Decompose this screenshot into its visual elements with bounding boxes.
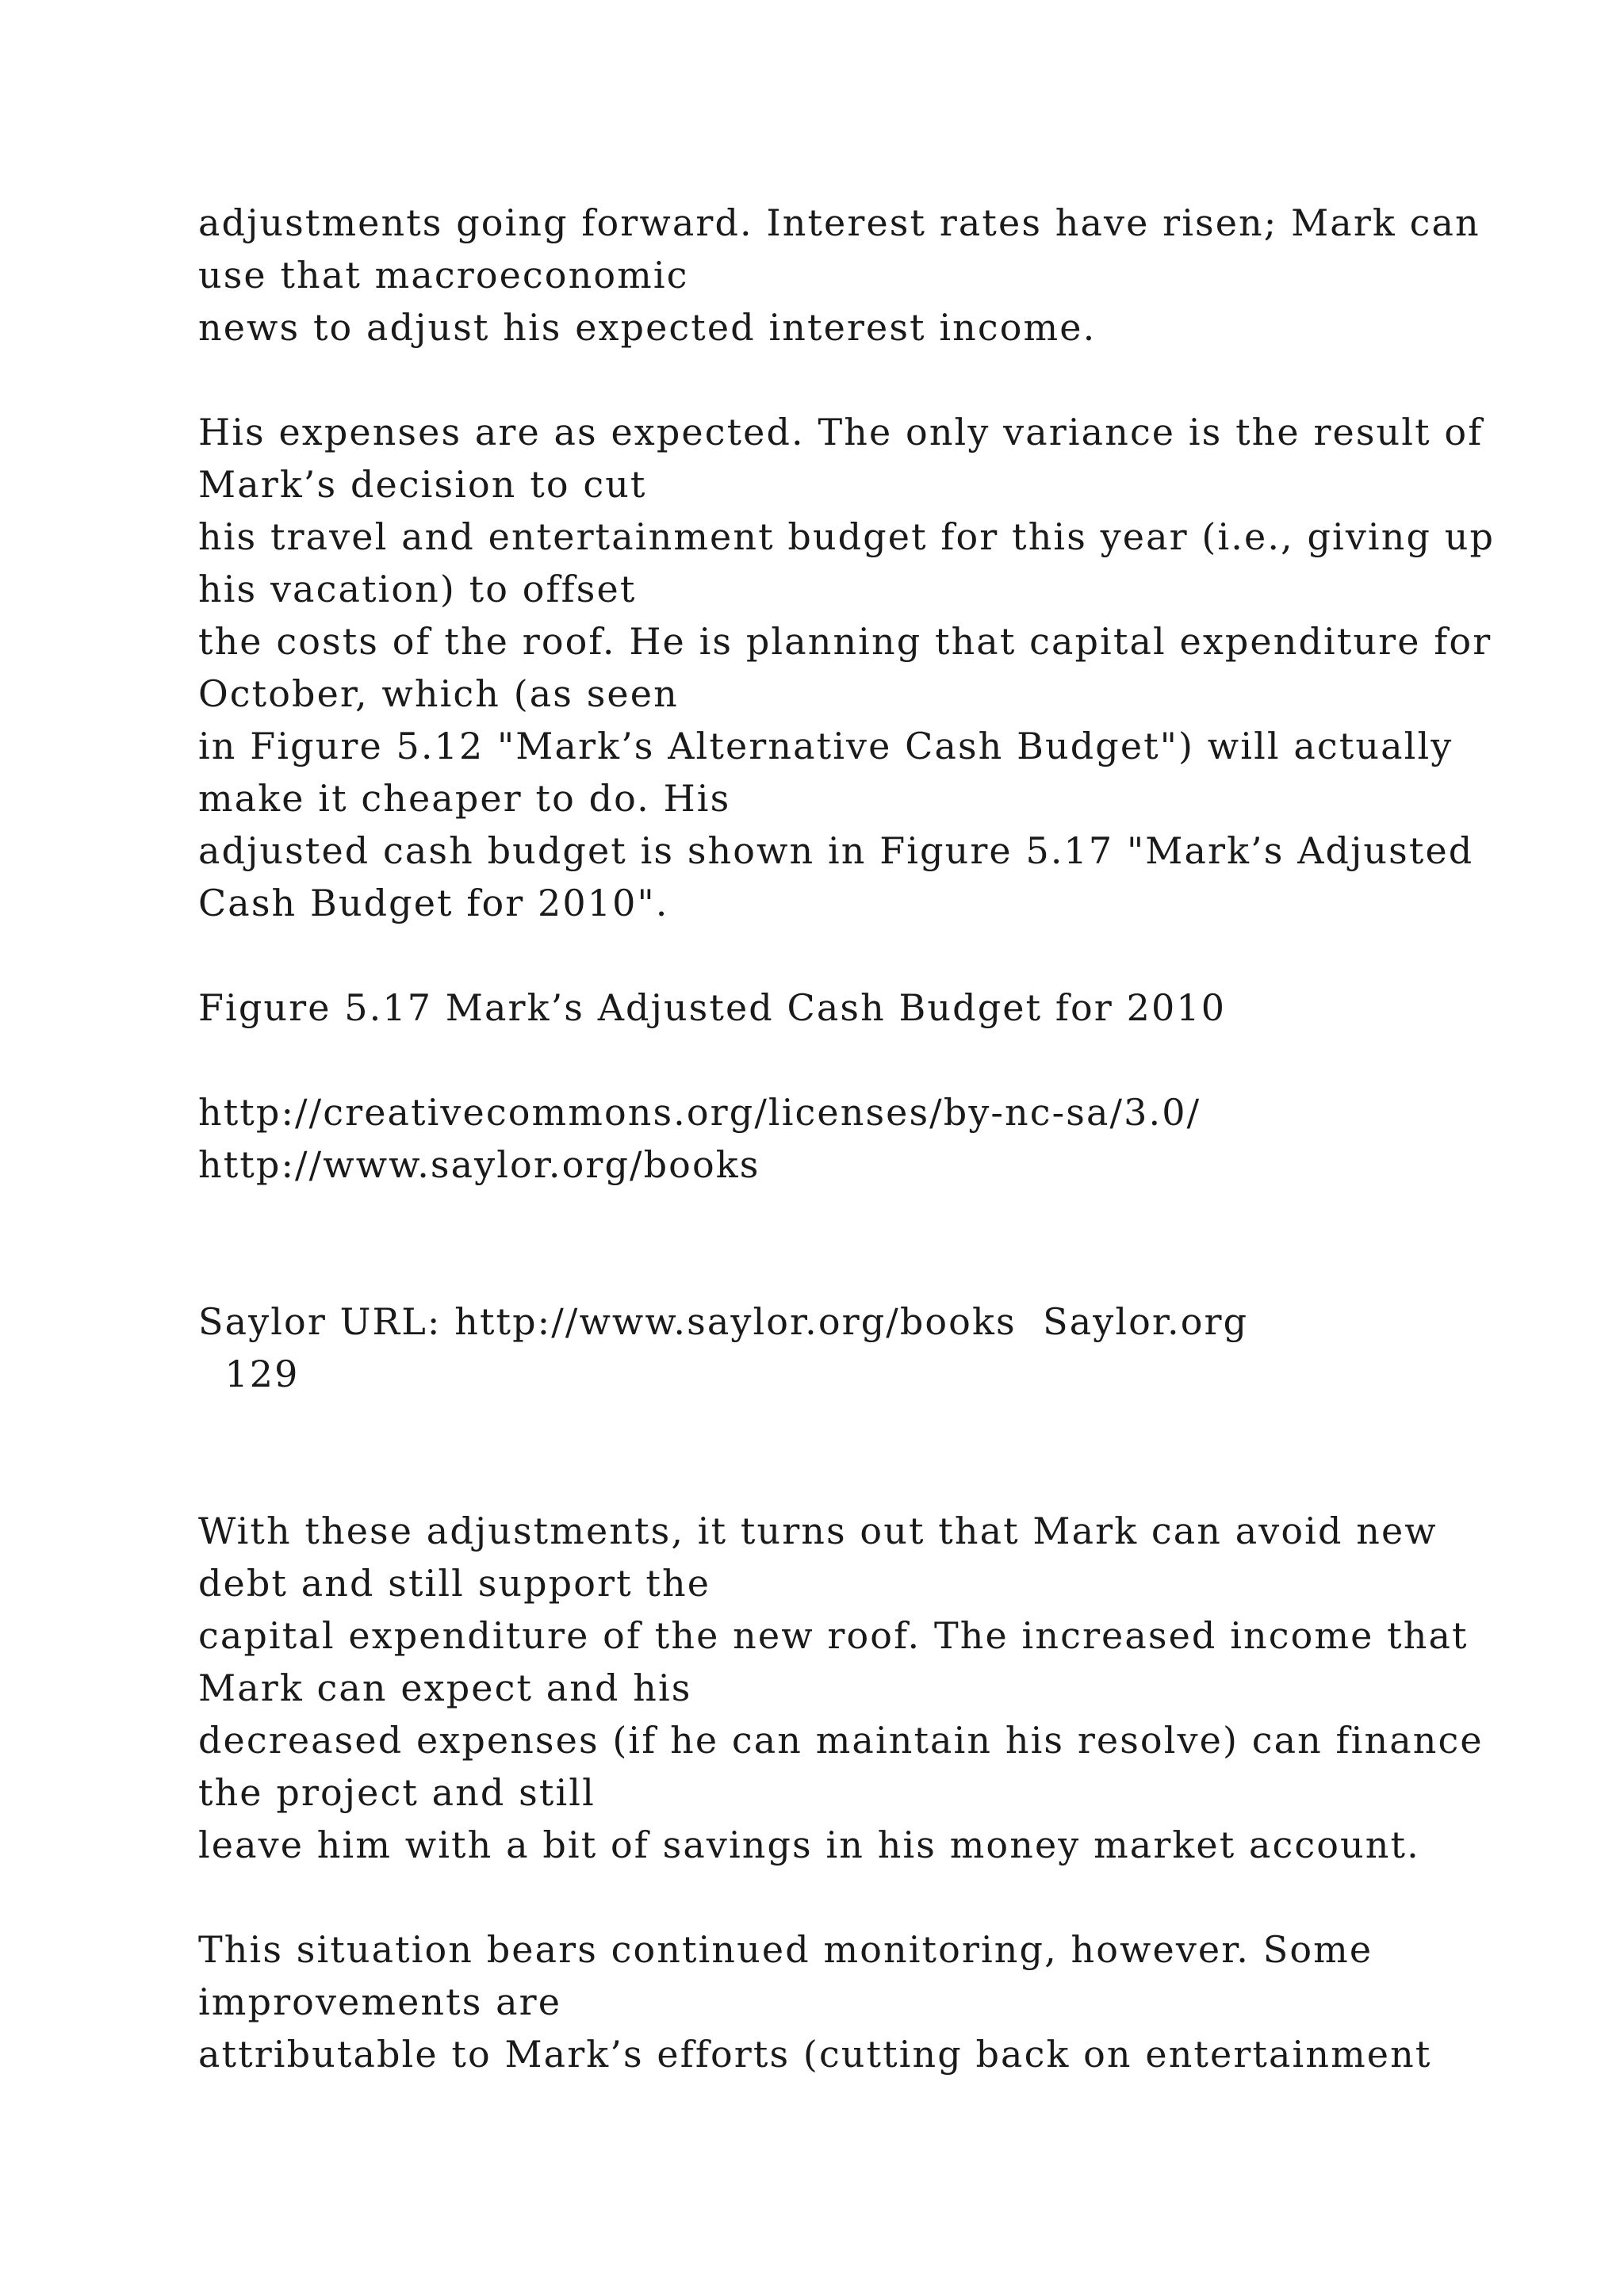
page-number: 129 [198, 1353, 300, 1395]
text-line: the project and still [198, 1771, 596, 1814]
text-line: adjusted cash budget is shown in Figure 5.17 "Mark’s Adjusted [198, 829, 1474, 872]
text-line: His expenses are as expected. The only variance is the result of [198, 411, 1484, 453]
text-line: his travel and entertainment budget for this year (i.e., giving up [198, 515, 1496, 558]
page-footer: Saylor URL: http://www.saylor.org/books Saylor.org [198, 1300, 1249, 1343]
text-line: in Figure 5.12 "Mark’s Alternative Cash Budget") will actually [198, 725, 1454, 767]
text-line: the costs of the roof. He is planning that capital expenditure for [198, 620, 1492, 663]
text-line: Mark’s decision to cut [198, 463, 647, 506]
text-line: use that macroeconomic [198, 254, 689, 297]
text-line: attributable to Mark’s efforts (cutting back on entertainment [198, 2033, 1432, 2076]
text-line: With these adjustments, it turns out that Mark can avoid new [198, 1510, 1438, 1552]
text-line: Cash Budget for 2010". [198, 882, 669, 924]
text-line: Mark can expect and his [198, 1667, 692, 1709]
text-line: October, which (as seen [198, 672, 679, 715]
books-url: http://www.saylor.org/books [198, 1143, 760, 1186]
text-line: make it cheaper to do. His [198, 777, 731, 820]
text-line: debt and still support the [198, 1562, 711, 1605]
text-line: decreased expenses (if he can maintain his resolve) can finance [198, 1719, 1484, 1762]
figure-caption: Figure 5.17 Mark’s Adjusted Cash Budget for 2010 [198, 986, 1227, 1029]
text-line: leave him with a bit of savings in his money market account. [198, 1823, 1420, 1866]
text-line: capital expenditure of the new roof. The increased income that [198, 1614, 1469, 1657]
text-line: This situation bears continued monitoring, however. Some [198, 1928, 1373, 1971]
license-url: http://creativecommons.org/licenses/by-nc-sa/3.0/ [198, 1091, 1201, 1134]
text-line: improvements are [198, 1980, 562, 2023]
text-line: his vacation) to offset [198, 568, 637, 610]
text-line: adjustments going forward. Interest rates have risen; Mark can [198, 201, 1480, 244]
text-line: news to adjust his expected interest income. [198, 306, 1097, 349]
